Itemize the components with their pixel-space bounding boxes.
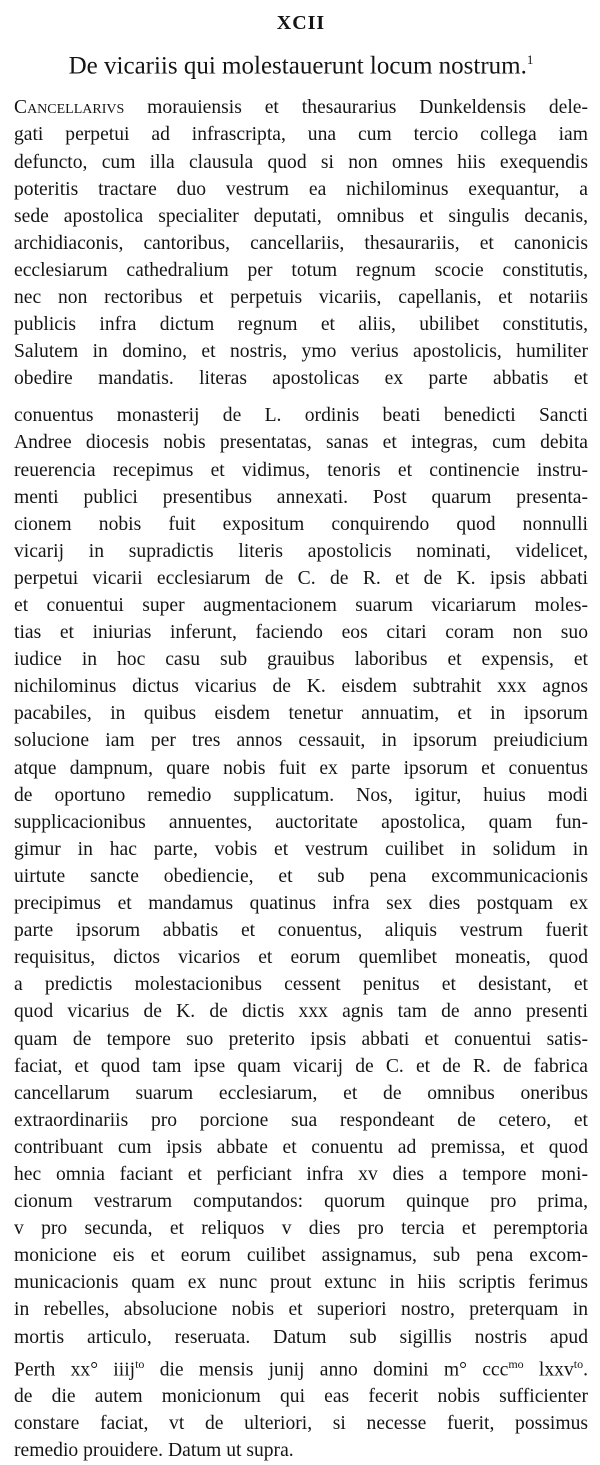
text-line: conuentus monasterij de L. ordinis beati benedicti Sancti xyxy=(14,405,588,427)
title-text: De vicariis qui molestauerunt locum nostrum. xyxy=(68,52,527,80)
text-line: Cancellarivs morauiensis et thesaurarius Dunkeldensis dele- xyxy=(14,97,588,119)
text-line: atque dampnum, quare nobis fuit ex parte ipsorum et conuentus xyxy=(14,757,588,779)
text-line: quam de tempore suo preterito ipsis abbati et conuentui satis- xyxy=(14,1028,588,1050)
document-number: XCII xyxy=(276,12,326,34)
text-line: monicione eis et eorum cuilibet assignamus, sub pena excom- xyxy=(14,1245,588,1267)
text-line: gimur in hac parte, vobis et vestrum cuilibet in solidum in xyxy=(14,838,588,860)
text-line: sede apostolica specialiter deputati, omnibus et singulis decanis, xyxy=(14,205,588,227)
text-line: et conuentui super augmentacionem suarum vicariarum moles- xyxy=(14,595,588,617)
text-line: obedire mandatis. literas apostolicas ex parte abbatis et xyxy=(14,368,588,390)
text-line: v pro secunda, et reliquos v dies pro tercia et peremptoria xyxy=(14,1218,588,1240)
document-title xyxy=(14,40,588,86)
text-line: constare faciat, vt de ulteriori, si necesse fuerit, possimus xyxy=(14,1413,588,1435)
text-line: poteritis tractare duo vestrum ea nichilominus exequantur, a xyxy=(14,178,588,200)
text-line: municacionis quam ex nunc prout extunc in hiis scriptis ferimus xyxy=(14,1272,588,1294)
text-line: nec non rectoribus et perpetuis vicariis, capellanis, et notariis xyxy=(14,286,588,308)
text-line: vicarij in supradictis literis apostolicis nominati, videlicet, xyxy=(14,540,588,562)
text-line: menti publici presentibus annexati. Post quarum presenta- xyxy=(14,486,588,508)
body-text xyxy=(14,94,588,1464)
text-line: Andree diocesis nobis presentatas, sanas et integras, cum debita xyxy=(14,432,588,454)
text-line: extraordinariis pro porcione sua respondeant de cetero, et xyxy=(14,1109,588,1131)
text-line: de die autem monicionum qui eas fecerit nobis sufficienter xyxy=(14,1386,588,1408)
text-line: hec omnia faciant et perficiant infra xv dies a tempore moni- xyxy=(14,1163,588,1185)
paragraph-gap xyxy=(14,392,588,402)
text-line: publicis infra dictum regnum et aliis, ubilibet constitutis, xyxy=(14,314,588,336)
opening-word: Cancellarivs xyxy=(14,97,125,119)
text-line: cionem nobis fuit expositum conquirendo quod nonnulli xyxy=(14,513,588,535)
text-line: mortis articulo, reseruata. Datum sub sigillis nostris apud xyxy=(14,1326,588,1348)
text-line: a predictis molestacionibus cessent penitus et desistant, et xyxy=(14,974,588,996)
text-line: archidiaconis, cantoribus, cancellariis, thesaurariis, et canonicis xyxy=(14,232,588,254)
text-line: quod vicarius de K. de dictis xxx agnis tam de anno presenti xyxy=(14,1001,588,1023)
text-line: solucione iam per tres annos cessauit, in ipsorum preiudicium xyxy=(14,730,588,752)
text-line: faciat, et quod tam ipse quam vicarij de C. et de R. de fabrica xyxy=(14,1055,588,1077)
text-line: defuncto, cum illa clausula quod si non omnes hiis exequendis xyxy=(14,151,588,173)
text-line: Salutem in domino, et nostris, ymo verius apostolicis, humiliter xyxy=(14,341,588,363)
footnote-mark: 1 xyxy=(526,52,534,67)
text-line: perpetui vicarii ecclesiarum de C. de R. et de K. ipsis abbati xyxy=(14,567,588,589)
text-line: de oportuno remedio supplicatum. Nos, igitur, huius modi xyxy=(14,784,588,806)
text-line: reuerencia recepimus et vidimus, tenoris et continencie instru- xyxy=(14,459,588,481)
text-line: cionum vestrarum computandos: quorum quinque pro prima, xyxy=(14,1191,588,1213)
text-line: pacabiles, in quibus eisdem tenetur annuatim, et in ipsorum xyxy=(14,703,588,725)
text-line: requisitus, dictos vicarios et eorum quemlibet moneatis, quod xyxy=(14,947,588,969)
paragraph-block-1 xyxy=(14,94,588,392)
text-line: uirtute sancte obediencie, et sub pena excommunicacionis xyxy=(14,865,588,887)
text-line: remedio prouidere. Datum ut supra. xyxy=(14,1440,294,1462)
text-line: in rebelles, absolucione nobis et superiori nostro, preterquam in xyxy=(14,1299,588,1321)
text-line: precipimus et mandamus quatinus infra sex dies postquam ex xyxy=(14,893,588,915)
text-line: nichilominus dictus vicarius de K. eisdem subtrahit xxx agnos xyxy=(14,676,588,698)
text-line: contribuant cum ipsis abbate et conuentu ad premissa, et quod xyxy=(14,1136,588,1158)
text-line: iudice in hoc casu sub grauibus laboribus et expensis, et xyxy=(14,649,588,671)
text-line: supplicacionibus annuentes, auctoritate apostolica, quam fun- xyxy=(14,811,588,833)
text-line: ecclesiarum cathedralium per totum regnum scocie constitutis, xyxy=(14,259,588,281)
text-line: parte ipsorum abbatis et conuentus, aliquis vestrum fuerit xyxy=(14,920,588,942)
text-line: tias et iniurias inferunt, faciendo eos citari coram non suo xyxy=(14,622,588,644)
paragraph-block-2 xyxy=(14,402,588,1464)
text-line: Perth xx° iiij$^{to}$ die mensis junij anno domini m° ccc$^{mo}$ lxxv$^{to}$. xyxy=(14,1356,588,1381)
text-line: cancellarum suarum ecclesiarum, et de omnibus oneribus xyxy=(14,1082,588,1104)
text-line: gati perpetui ad infrascripta, una cum tercio collega iam xyxy=(14,124,588,146)
